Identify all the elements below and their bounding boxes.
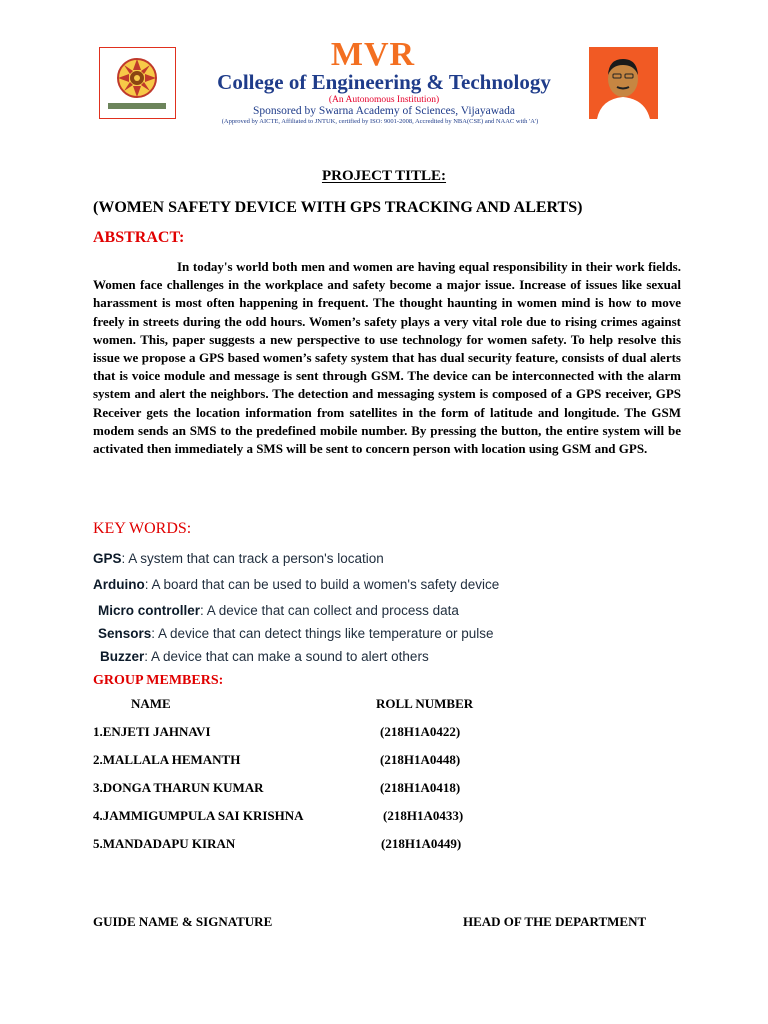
- keyword-item: [93, 551, 384, 566]
- sponsor-line: Sponsored by Swarna Academy of Sciences, Vijayawada: [253, 105, 515, 117]
- keyword-desc: : A device that can make a sound to alert others: [144, 649, 429, 664]
- member-name: 2.MALLALA HEMANTH: [93, 752, 241, 767]
- keyword-desc: : A board that can be used to build a women's safety device: [144, 577, 500, 592]
- keyword-item: [100, 649, 429, 664]
- approval-line: (Approved by AICTE, Affiliated to JNTUK, certified by ISO: 9001-2008, Accredited by NBA(CSE) and NAAC with 'A'): [221, 118, 539, 125]
- member-name: 5.MANDADAPU KIRAN: [93, 836, 236, 851]
- keyword-desc: : A device that can detect things like temperature or pulse: [151, 626, 494, 641]
- keyword-desc: : A device that can collect and process data: [200, 603, 459, 618]
- keyword-item: [93, 577, 499, 592]
- member-roll: (218H1A0422): [380, 724, 461, 739]
- keyword-term: Micro controller: [98, 603, 201, 618]
- abstract-body: [93, 258, 681, 458]
- abstract-heading: ABSTRACT:: [93, 229, 185, 246]
- group-heading: GROUP MEMBERS:: [93, 673, 224, 688]
- college-logo: [99, 47, 176, 119]
- column-header-roll: ROLL NUMBER: [376, 696, 474, 711]
- keyword-term: Buzzer: [100, 649, 145, 664]
- project-title: (WOMEN SAFETY DEVICE WITH GPS TRACKING AND ALERTS): [93, 199, 583, 216]
- keyword-term: GPS: [93, 551, 122, 566]
- keyword-desc: : A system that can track a person's location: [121, 551, 384, 566]
- member-roll: (218H1A0433): [383, 808, 464, 823]
- keywords-heading: KEY WORDS:: [93, 520, 192, 537]
- member-name: 4.JAMMIGUMPULA SAI KRISHNA: [93, 808, 304, 823]
- keyword-item: [98, 603, 459, 618]
- guide-signature-label: GUIDE NAME & SIGNATURE: [93, 914, 273, 929]
- member-name: 3.DONGA THARUN KUMAR: [93, 780, 264, 795]
- keyword-item: [98, 626, 493, 641]
- college-acronym: MVR: [330, 36, 416, 73]
- keyword-term: Arduino: [93, 577, 145, 592]
- hod-label: HEAD OF THE DEPARTMENT: [463, 914, 647, 929]
- column-header-name: NAME: [131, 696, 171, 711]
- project-heading: PROJECT TITLE:: [321, 168, 447, 184]
- autonomous-label: (An Autonomous Institution): [328, 95, 440, 105]
- abstract-paragraph: In today's world both men and women are having equal responsibility in their work fields. Women face challenges in the workplace and safety become a major issue. Increase of issues like sexual harassment is most often happening in frequent. The thought haunting in women mind is how to move freely in streets during the odd hours. Women’s safety plays a very vital role due to rising crimes against women. This, paper suggests a new perspective to use technology for women safety. To help resolve this issue we propose a GPS based women’s safety system that has dual security feature, consists of dual alerts that is voice module and message is sent through GSM. The device can be interconnected with the alarm system and alert the neighbors. The detection and messaging system is composed of a GPS receiver, GPS Receiver gets the location information from satellites in the form of latitude and longitude. The GSM modem sends an SMS to the predefined mobile number. By pressing the button, the entire system will be activated then immediately a SMS will be sent to concern person with location using GSM and GPS.: [93, 259, 681, 457]
- member-roll: (218H1A0418): [380, 780, 461, 795]
- college-name: College of Engineering & Technology: [217, 70, 551, 94]
- keyword-term: Sensors: [98, 626, 152, 641]
- founder-photo: [589, 47, 658, 119]
- member-name: 1.ENJETI JAHNAVI: [93, 724, 211, 739]
- member-roll: (218H1A0449): [381, 836, 462, 851]
- member-roll: (218H1A0448): [380, 752, 461, 767]
